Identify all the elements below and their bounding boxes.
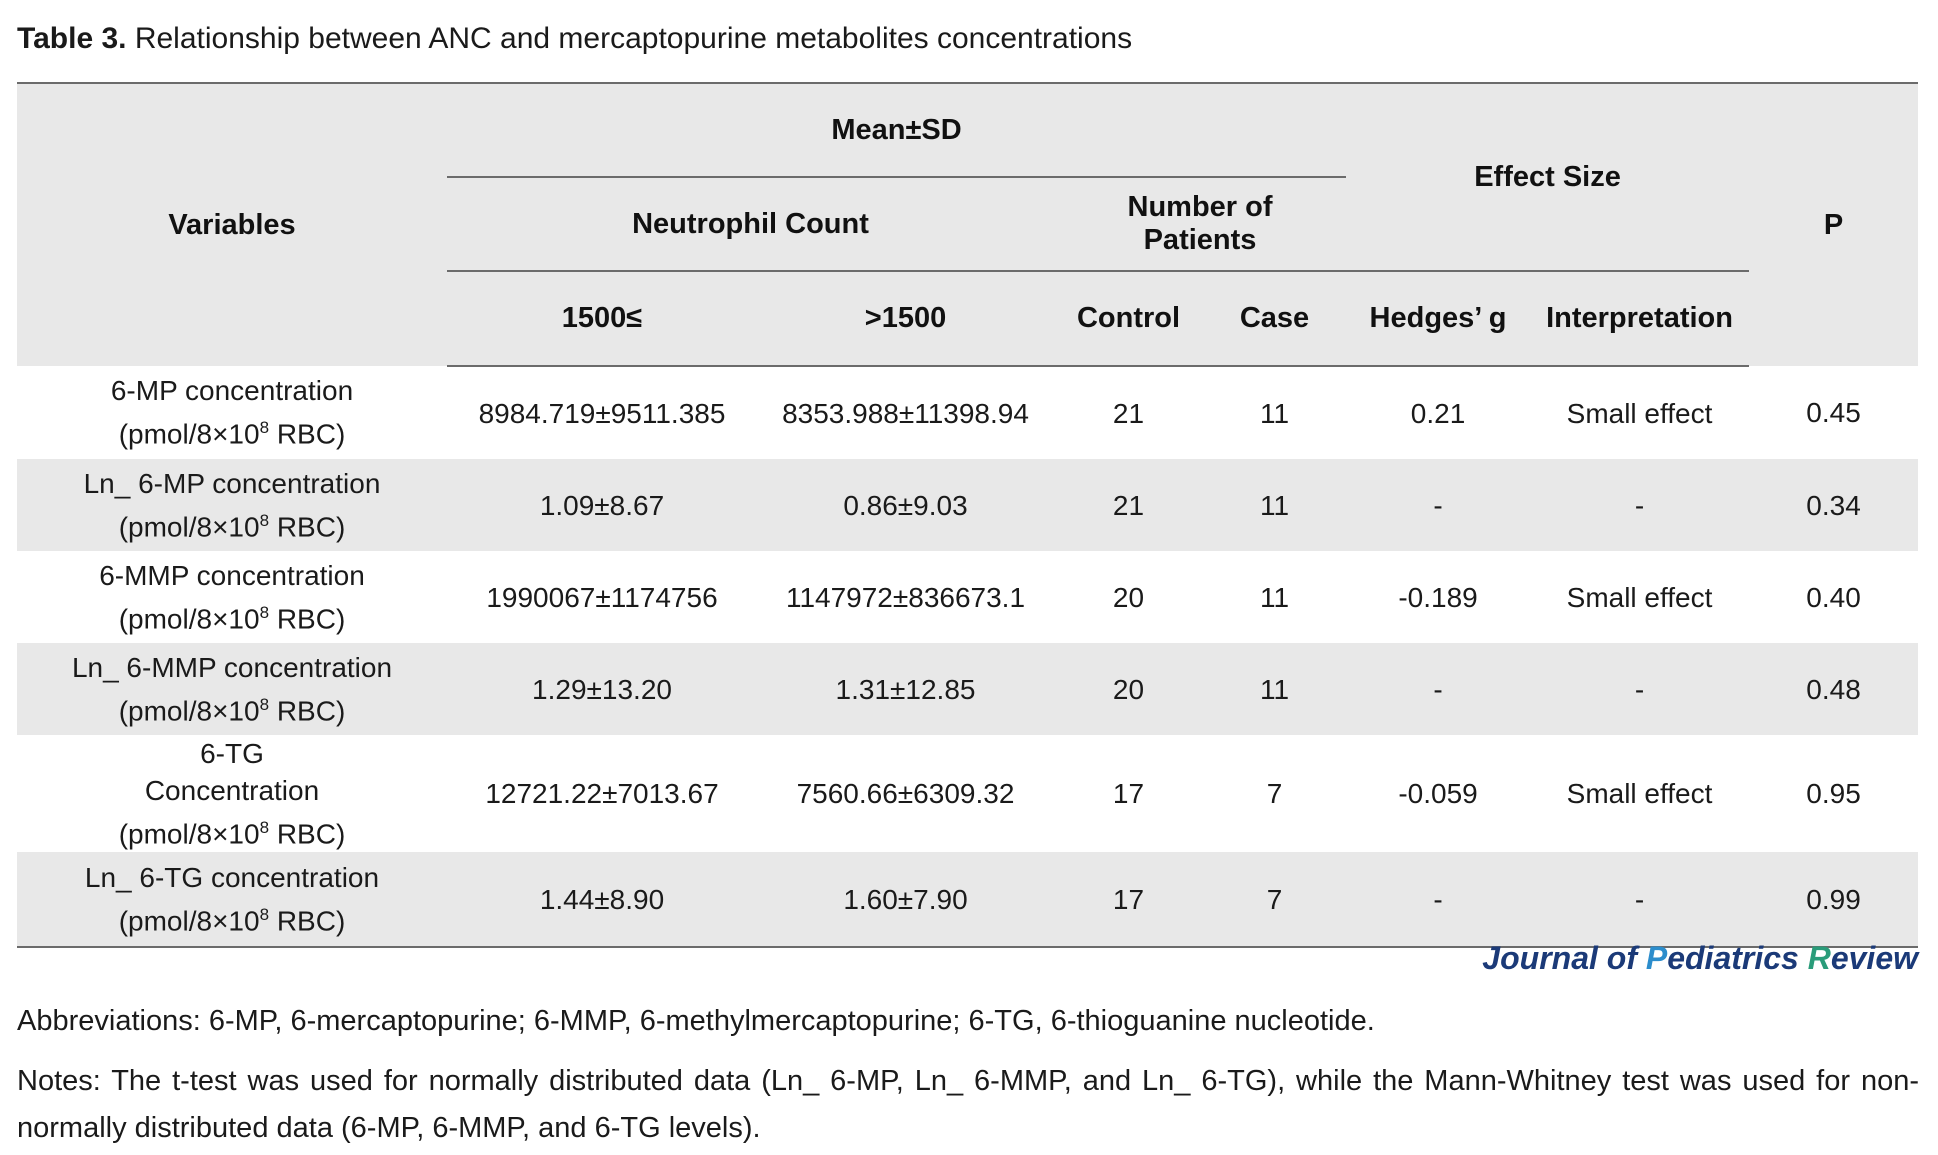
cell-hedges-g: - (1346, 643, 1530, 735)
cell-control: 21 (1054, 459, 1203, 551)
cell-le1500: 8984.719±9511.385 (478, 397, 726, 429)
cell-case: 11 (1259, 581, 1290, 613)
cell-p: 0.95 (1806, 778, 1861, 810)
cell-variable: 6-MP concentration ($pmol/8\times 10^8$ RBC) (110, 375, 354, 450)
table-caption-text: Relationship between ANC and mercaptopurine metabolites concentrations (134, 22, 1133, 55)
cell-case: 11 (1203, 643, 1346, 735)
cell-le1500: 1.29±13.20 (447, 643, 757, 735)
header-gt1500: >1500 (757, 271, 1054, 366)
header-number-of-patients-line2: Patients (1143, 224, 1257, 256)
table-row (17, 852, 1918, 947)
cell-interpretation: - (1530, 459, 1749, 551)
header-hedges-g: Hedges’ g (1346, 271, 1530, 366)
cell-interpretation: Small effect (1566, 581, 1713, 613)
cell-le1500: 12721.22±7013.67 (485, 778, 719, 810)
cell-control: 17 (1112, 778, 1145, 810)
abbreviations-footnote: Abbreviations: 6-MP, 6-mercaptopurine; 6-MMP, 6-methylmercaptopurine; 6-TG, 6-thioguanine nucleotide. (17, 1005, 1375, 1037)
table-row (17, 643, 1918, 735)
cell-interpretation: Small effect (1566, 397, 1713, 429)
cell-case: 7 (1266, 778, 1283, 810)
header-interpretation: Interpretation (1530, 271, 1749, 366)
cell-control: 20 (1112, 581, 1145, 613)
results-table (17, 82, 1918, 948)
cell-gt1500: 0.86±9.03 (757, 459, 1054, 551)
cell-le1500: 1990067±1174756 (486, 581, 718, 613)
cell-p: 0.99 (1749, 852, 1918, 947)
cell-variable: Ln_ 6-MMP concentration ($pmol/8\times 10^8$ RBC) (17, 643, 447, 735)
cell-variable: 6-MMP concentration ($pmol/8\times 10^8$ RBC) (99, 559, 365, 635)
cell-variable: Ln_ 6-TG concentration ($pmol/8\times 10^8$ RBC) (17, 852, 447, 947)
cell-interpretation: Small effect (1566, 778, 1713, 810)
cell-hedges-g: -0.059 (1398, 778, 1478, 810)
header-effect-size: Effect Size (1346, 83, 1749, 271)
cell-p: 0.40 (1806, 581, 1861, 613)
cell-gt1500: 7560.66±6309.32 (796, 778, 1015, 810)
cell-hedges-g: -0.189 (1398, 581, 1478, 613)
cell-interpretation: - (1530, 852, 1749, 947)
table-row (17, 366, 1918, 459)
cell-hedges-g: 0.21 (1410, 397, 1466, 429)
cell-p: 0.48 (1749, 643, 1918, 735)
table-caption-label: Table 3. (17, 22, 127, 55)
cell-case: 7 (1203, 852, 1346, 947)
cell-gt1500: 1147972±836673.1 (785, 581, 1026, 613)
cell-case: 11 (1259, 397, 1290, 429)
cell-variable: Ln_ 6-MP concentration ($pmol/8\times 10^8$ RBC) (17, 459, 447, 551)
cell-le1500: 1.09±8.67 (447, 459, 757, 551)
cell-p: 0.34 (1749, 459, 1918, 551)
cell-p: 0.45 (1806, 397, 1861, 428)
cell-case: 11 (1203, 459, 1346, 551)
cell-gt1500: 8353.988±11398.94 (782, 397, 1029, 429)
notes-footnote: Notes: The t-test was used for normally distributed data (Ln_ 6-MP, Ln_ 6-MMP, and Ln_ 6-TG), while the Mann-Whitney test was used for non-normally distributed data (6-MP, 6-MMP, and 6-TG levels). (17, 1065, 1919, 1144)
table-caption (17, 22, 1132, 56)
cell-hedges-g: - (1346, 459, 1530, 551)
header-p: P (1749, 83, 1918, 366)
header-control: Control (1054, 271, 1203, 366)
cell-gt1500: 1.31±12.85 (757, 643, 1054, 735)
cell-control: 17 (1054, 852, 1203, 947)
header-number-of-patients-line1: Number of (1127, 191, 1273, 223)
journal-logo: Journal of Pediatrics Review (1482, 940, 1918, 976)
cell-variable: 6-TG Concentration ($pmol/8\times 10^8$ RBC) (118, 738, 346, 850)
cell-control: 20 (1054, 643, 1203, 735)
cell-control: 21 (1112, 397, 1145, 429)
cell-gt1500: 1.60±7.90 (757, 852, 1054, 947)
header-mean-sd: Mean±SD (447, 83, 1346, 177)
header-le1500: 1500≤ (447, 271, 757, 366)
header-case: Case (1203, 271, 1346, 366)
cell-interpretation: - (1530, 643, 1749, 735)
table-row (17, 459, 1918, 551)
table-row (17, 551, 1918, 643)
header-number-of-patients (1054, 177, 1346, 271)
cell-hedges-g: - (1346, 852, 1530, 947)
table-row (17, 735, 1918, 852)
header-neutrophil-count: Neutrophil Count (447, 177, 1054, 271)
cell-le1500: 1.44±8.90 (447, 852, 757, 947)
header-variables: Variables (17, 83, 447, 366)
